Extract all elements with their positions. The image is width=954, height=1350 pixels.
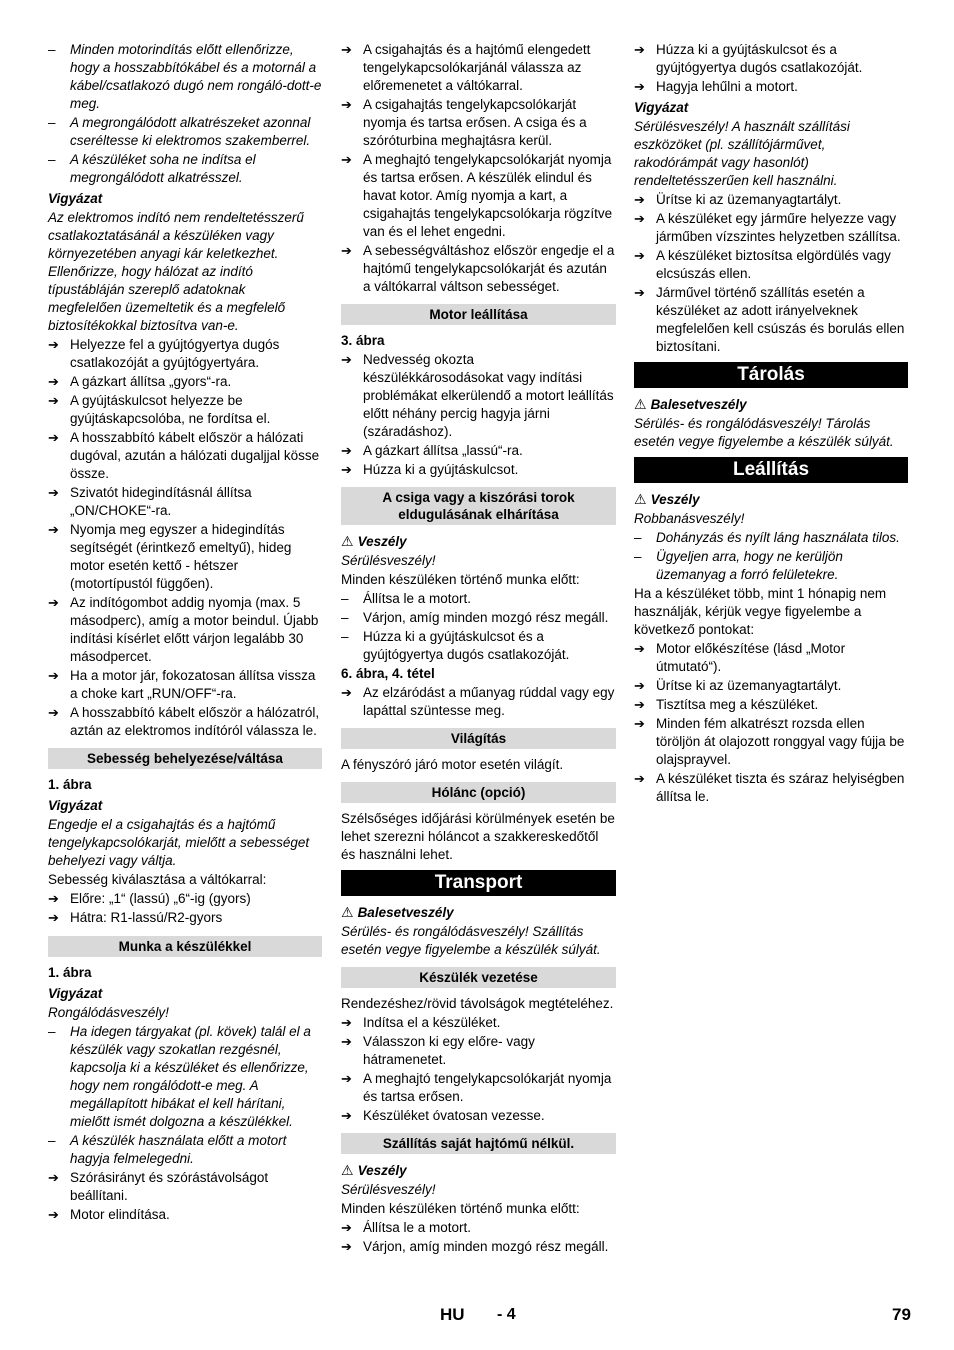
step-item: ➔ A gyújtáskulcsot helyezze be gyújtáskapcsolóba, ne fordítsa el. <box>48 392 322 428</box>
caution-title: Vigyázat <box>634 100 689 115</box>
paragraph: Minden készüléken történő munka előtt: <box>341 572 580 587</box>
footer-page-number: 79 <box>892 1305 911 1324</box>
warning-title <box>341 532 616 551</box>
step-item: ➔ Válasszon ki egy előre- vagy hátramenetet. <box>341 1033 616 1069</box>
step-item: ➔ A hosszabbító kábelt először a hálózati dugóval, azután a hálózati dugaljjal kösse össze. <box>48 429 322 483</box>
caution-title: Vigyázat <box>48 798 103 813</box>
section-heading-clog: A csiga vagy a kiszórási torok eldugulásának elhárítása <box>341 487 616 525</box>
paragraph: Sebesség kiválasztása a váltókarral: <box>48 872 267 887</box>
chapter-heading-storage: Tárolás <box>634 362 908 388</box>
step-item: ➔ Helyezze fel a gyújtógyertya dugós csatlakozóját a gyújtógyertyára. <box>48 336 322 372</box>
figure-ref: 1. ábra <box>48 965 92 980</box>
column-1 <box>48 41 322 1225</box>
step-item: ➔ A készüléket biztosítsa elgördülés vagy elcsúszás ellen. <box>634 247 908 283</box>
paragraph: Ha a készüléket több, mint 1 hónapig nem használják, kérjük vegye figyelembe a következő pontokat: <box>634 586 887 637</box>
warning-label: Veszély <box>650 492 700 507</box>
caution-text: Engedje el a csigahajtás és a hajtómű tengelykapcsolókarját, mielőtt a sebességet behelyezi vagy váltja. <box>48 817 310 868</box>
figure-ref: 6. ábra, 4. tétel <box>341 666 435 681</box>
step-item: ➔ Hagyja lehűlni a motort. <box>634 78 908 96</box>
step-item: ➔ A sebességváltáshoz először engedje el a hajtómű tengelykapcsolókarját és azután a váltókarral váltson sebességet. <box>341 242 616 296</box>
step-item: ➔ Állítsa le a motort. <box>341 1219 616 1237</box>
column-2 <box>341 41 616 1257</box>
section-heading-light: Világítás <box>341 728 616 749</box>
list-item: – Húzza ki a gyújtáskulcsot és a gyújtógyertya dugós csatlakozóját. <box>341 628 616 664</box>
section-heading-speed: Sebesség behelyezése/váltása <box>48 748 322 769</box>
chapter-heading-shutdown: Leállítás <box>634 457 908 483</box>
step-item: ➔ Nedvesség okozta készülékkárosodásokat vagy indítási problémákat elkerülendő a motort leállítás előtt néhány percig hagyja járni (száradáshoz). <box>341 351 616 441</box>
caution-text: Sérülésveszély! A használt szállítási eszközöket (pl. szállítójárművet, rakodórámpát vagy hasonlót) rendeltetésszerűen kell használni. <box>634 119 850 188</box>
warning-label: Veszély <box>357 1163 407 1178</box>
list-item: – Dohányzás és nyílt láng használata tilos. <box>634 529 908 547</box>
step-item: ➔ Nyomja meg egyszer a hidegindítás segítségét (érintkező emeltyű), hideg motor esetén kettő - hétszer (motortípustól függően). <box>48 521 322 593</box>
step-item: ➔ Minden fém alkatrészt rozsda ellen töröljön át olajozott ronggyal vagy fújja be olajsprayvel. <box>634 715 908 769</box>
figure-ref: 1. ábra <box>48 777 92 792</box>
warning-title <box>341 1161 616 1180</box>
step-item: ➔ A hosszabbító kábelt először a hálózatról, aztán az elektromos indítóról válassza le. <box>48 704 322 740</box>
warning-text: Robbanásveszély! <box>634 511 745 526</box>
step-item: ➔ Várjon, amíg minden mozgó rész megáll. <box>341 1238 616 1256</box>
warning-label: Veszély <box>357 534 407 549</box>
warning-title <box>634 490 908 509</box>
section-heading-chain: Hólánc (opció) <box>341 782 616 803</box>
step-item: ➔ A készüléket egy járműre helyezze vagy járműben vízszintes helyzetben szállítsa. <box>634 210 908 246</box>
paragraph: Szélsőséges időjárási körülmények esetén be lehet szerezni hóláncot a szakkereskedőtől és használni lehet. <box>341 811 615 862</box>
warning-triangle-icon: ⚠ <box>341 533 354 549</box>
step-item: ➔ Az indítógombot addig nyomja (max. 5 másodperc), amíg a motor beindul. Újabb indítási kísérlet előtt várjon legalább 30 másodpercet. <box>48 594 322 666</box>
warning-title <box>341 903 616 922</box>
paragraph: Minden készüléken történő munka előtt: <box>341 1201 580 1216</box>
step-item: ➔ Ürítse ki az üzemanyagtartályt. <box>634 191 908 209</box>
figure-ref: 3. ábra <box>341 333 385 348</box>
caution-title: Vigyázat <box>48 191 103 206</box>
warning-text: Sérülés- és rongálódásveszély! Tárolás esetén vegye figyelembe a készülék súlyát. <box>634 416 894 449</box>
step-item: ➔ Tisztítsa meg a készüléket. <box>634 696 908 714</box>
caution-text: Az elektromos indító nem rendeltetésszerű csatlakoztatásánál a készüléken vagy környezetében anyagi kár keletkezhet. Ellenőrizze, hogy hálózat az indító típustábláján szereplő adatoknak megfelelően üzemeltetik és a megfelelő biztosítékokkal biztosítva van-e. <box>48 210 304 333</box>
paragraph: Rendezéshez/rövid távolságok megtételéhez. <box>341 996 614 1011</box>
chapter-heading-transport: Transport <box>341 870 616 896</box>
list-item: – Ha idegen tárgyakat (pl. kövek) talál el a készülék vagy szokatlan rezgésnél, kapcsolja ki a készüléket és ellenőrizze, hogy nem rongálódott-e meg. A megállapított hibákat el kell hárítani, mielőtt ismét dolgozna a készülékkel. <box>48 1023 322 1131</box>
list-item: – A megrongálódott alkatrészeket azonnal cseréltesse ki elektromos szakemberrel. <box>48 114 322 150</box>
list-item: – A készüléket soha ne indítsa el megrongálódott alkatrésszel. <box>48 151 322 187</box>
warning-title <box>634 395 908 414</box>
warning-text: Sérülésveszély! <box>341 1182 436 1197</box>
step-item: ➔ Motor előkészítése (lásd „Motor útmutató“). <box>634 640 908 676</box>
step-item: ➔ Ürítse ki az üzemanyagtartályt. <box>634 677 908 695</box>
step-item: ➔ Húzza ki a gyújtáskulcsot. <box>341 461 616 479</box>
warning-triangle-icon: ⚠ <box>634 396 647 412</box>
section-heading-nodrive: Szállítás saját hajtómű nélkül. <box>341 1133 616 1154</box>
step-item: ➔ Ha a motor jár, fokozatosan állítsa vissza a choke kart „RUN/OFF“-ra. <box>48 667 322 703</box>
paragraph: A fényszóró járó motor esetén világít. <box>341 757 564 772</box>
step-item: ➔ Az elzáródást a műanyag rúddal vagy egy lapáttal szüntesse meg. <box>341 684 616 720</box>
warning-triangle-icon: ⚠ <box>341 904 354 920</box>
step-item: ➔ Indítsa el a készüléket. <box>341 1014 616 1032</box>
list-item: – A készülék használata előtt a motort hagyja felmelegedni. <box>48 1132 322 1168</box>
step-item: ➔ A csigahajtás tengelykapcsolókarját nyomja és tartsa erősen. A csiga és a szóróturbina meghajtásra kerül. <box>341 96 616 150</box>
footer-language: HU <box>440 1305 465 1324</box>
step-item: ➔ Járművel történő szállítás esetén a készüléket az adott irányelveknek megfelelően kell csúszás és borulás ellen biztosítani. <box>634 284 908 356</box>
caution-text: Rongálódásveszély! <box>48 1005 169 1020</box>
step-item: ➔ A meghajtó tengelykapcsolókarját nyomja és tartsa erősen. <box>341 1070 616 1106</box>
section-heading-drive: Készülék vezetése <box>341 967 616 988</box>
list-item: – Állítsa le a motort. <box>341 590 616 608</box>
step-item: ➔ Motor elindítása. <box>48 1206 322 1224</box>
footer-local-page: - 4 <box>497 1306 516 1323</box>
step-item: ➔ A csigahajtás és a hajtómű elengedett tengelykapcsolókarjánál válassza az előremenetet a váltókarral. <box>341 41 616 95</box>
step-item: ➔ A gázkart állítsa „gyors“-ra. <box>48 373 322 391</box>
list-item: – Minden motorindítás előtt ellenőrizze, hogy a hosszabbítókábel és a motornál a kábel/csatlakozó dugó nem rongáló-dott-e meg. <box>48 41 322 113</box>
section-heading-stop: Motor leállítása <box>341 304 616 325</box>
warning-text: Sérülésveszély! <box>341 553 436 568</box>
list-item: – Várjon, amíg minden mozgó rész megáll. <box>341 609 616 627</box>
step-item: ➔ A készüléket tiszta és száraz helyiségben állítsa le. <box>634 770 908 806</box>
step-item: ➔ A meghajtó tengelykapcsolókarját nyomja és tartsa erősen. A készülék elindul és havat kotor. Amíg nyomja a kart, a csigahajtás tengelykapcsolókarja rögzítve van és el lehet engedni. <box>341 151 616 241</box>
step-item: ➔ Szivatót hidegindításnál állítsa „ON/CHOKE“-ra. <box>48 484 322 520</box>
list-item: – Ügyeljen arra, hogy ne kerüljön üzemanyag a forró felületekre. <box>634 548 908 584</box>
warning-triangle-icon: ⚠ <box>634 491 647 507</box>
step-item: ➔ Szórásirányt és szórástávolságot beállítani. <box>48 1169 322 1205</box>
caution-title: Vigyázat <box>48 986 103 1001</box>
step-item: ➔ Készüléket óvatosan vezesse. <box>341 1107 616 1125</box>
step-item: ➔ Előre: „1“ (lassú) „6“-ig (gyors) <box>48 890 322 908</box>
warning-label: Balesetveszély <box>357 905 454 920</box>
step-item: ➔ Húzza ki a gyújtáskulcsot és a gyújtógyertya dugós csatlakozóját. <box>634 41 908 77</box>
step-item: ➔ Hátra: R1-lassú/R2-gyors <box>48 909 322 927</box>
step-item: ➔ A gázkart állítsa „lassú“-ra. <box>341 442 616 460</box>
warning-text: Sérülés- és rongálódásveszély! Szállítás esetén vegye figyelembe a készülék súlyát. <box>341 924 601 957</box>
column-3 <box>634 41 908 807</box>
warning-triangle-icon: ⚠ <box>341 1162 354 1178</box>
section-heading-work: Munka a készülékkel <box>48 936 322 957</box>
warning-label: Balesetveszély <box>650 397 747 412</box>
